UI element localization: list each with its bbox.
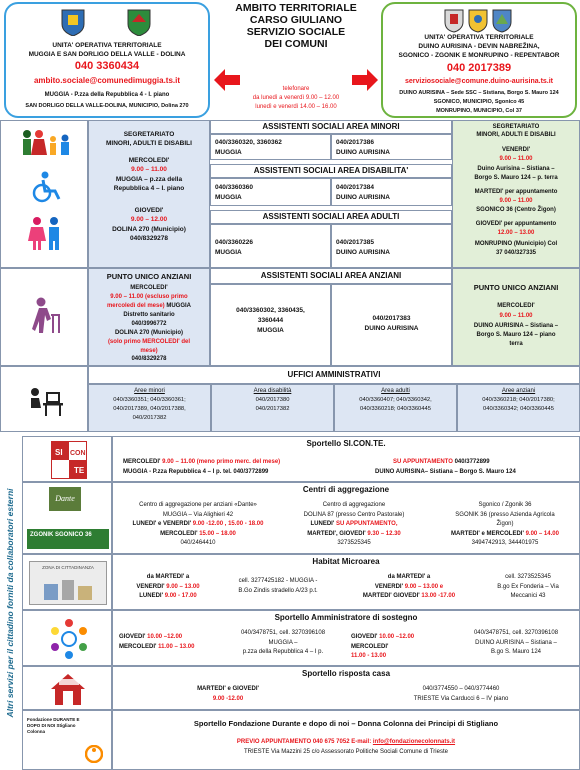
- aggr-c2-day: LUNEDI': [310, 521, 336, 527]
- aggr-c2-appt: SU APPUNTAMENTO,: [335, 521, 398, 527]
- office-worker-icon: [25, 387, 65, 417]
- amm-c1-day-2: MERCOLEDI': [119, 643, 159, 650]
- phone-hours-1: da lunedì a venerdì 9.00 – 12.00: [252, 95, 340, 101]
- aggr-c2-days: MARTEDI', GIOVEDI': [307, 530, 368, 537]
- left-seg-title: SEGRETARIATO: [123, 131, 175, 138]
- side-label: Altri servizi per il cittadino forniti da collaboratori esterni: [5, 488, 15, 718]
- adults-left-place: MUGGIA: [215, 249, 242, 256]
- sicon-left-hours: 9.00 – 11.00 (meno primo merc. del mese): [162, 459, 281, 465]
- admin-minori-tel-1[interactable]: 040/3360351; 040/3360361;: [113, 397, 186, 403]
- left-office-card: [4, 2, 210, 118]
- left-pua-place-1: MUGGIA: [166, 303, 192, 309]
- zgonik-logo-text: ZGONIK SGONICO 36: [30, 532, 92, 538]
- habitat-c4-place-2: Meccanici 43: [510, 593, 546, 599]
- amm-c3-hours-2: 11.00 - 13.00: [351, 653, 387, 659]
- left-phone[interactable]: 040 3360434: [74, 60, 140, 72]
- aggr-c1-hours: 9.00 -12.00 , 15.00 - 18.00: [192, 521, 264, 527]
- admin-adults-tel-1[interactable]: 040/3360407; 040/3360342,: [359, 397, 432, 403]
- left-day-1: MERCOLEDI': [128, 157, 170, 164]
- elderly-left-place: MUGGIA: [257, 327, 284, 334]
- habitat-c2-tel[interactable]: cell. 3277425182 - MUGGIA -: [238, 578, 318, 584]
- amm-c1-hours-2: 11.00 – 13.00: [158, 643, 195, 650]
- right-address-1: DUINO AURISINA – Sede SSC – Sistiana, Borgo S. Mauro 124: [399, 90, 559, 96]
- admin-elderly-tel-2[interactable]: 040/3360342; 040/3360445: [483, 406, 554, 412]
- casa-place: TRIESTE Via Carducci 6 – IV piano: [413, 695, 509, 702]
- left-place-2: DOLINA 270 (Municipio): [112, 226, 186, 233]
- svg-text:SI: SI: [55, 448, 63, 457]
- section-disability-left: [210, 178, 331, 206]
- aggr-col-2: [279, 501, 429, 549]
- right-hours-1: 9.00 – 11.00: [499, 156, 533, 162]
- amm-c3-hours: 10.00 –12.00: [379, 634, 415, 640]
- aggr-c2-hours: 9.30 – 12.30: [367, 530, 401, 537]
- habitat-logo: [29, 561, 107, 605]
- admin-disability-tel-1[interactable]: 040/2017380: [255, 397, 290, 403]
- right-address-3: MONRUPINO, MUNICIPIO, Col 37: [436, 108, 522, 114]
- aggr-c3-place-2: Žigon): [496, 521, 514, 527]
- habitat-c1-day: VENERDI': [136, 583, 167, 590]
- fond-title: Sportello Fondazione Durante e dopo di noi – Donna Colonna dei Principi di Stigliano: [193, 719, 499, 728]
- right-day-2: MARTEDI' per appuntamento: [474, 189, 558, 195]
- amm-title: Sportello Amministratore di sostegno: [274, 613, 418, 622]
- elderly-walker-icon: [25, 297, 63, 335]
- sicon-title: Sportello SI.CON.TE.: [306, 439, 386, 448]
- habitat-c3-day-2: MARTEDI' GIOVEDI': [362, 593, 422, 599]
- duino-coat-of-arms-icon: [443, 8, 465, 34]
- left-pua-hours-2: (solo primo MERCOLEDI' del: [107, 339, 191, 345]
- icon-cell-office: [0, 366, 88, 432]
- wheelchair-icon: [29, 171, 63, 203]
- aggr-logo-cell: [22, 482, 112, 554]
- aggr-c3-place: SGONIK 36 (presso Azienda Agricola: [455, 511, 555, 518]
- habitat-logo-text: ZONA DI CITTADINANZA: [42, 565, 94, 570]
- amm-c4-tel[interactable]: 040/3478751, cell. 3270396108: [473, 630, 559, 636]
- left-pua-hours-1: 9.00 – 11.00 (escluso primo: [110, 294, 188, 300]
- amm-col-1: [119, 633, 194, 652]
- casa-logo-cell: [22, 666, 112, 710]
- fond-logo-text: Fondazione DURANTE E DOPO DI NOI Stigliano Colonna: [27, 717, 80, 734]
- casa-hours: 9.00 -12.00: [212, 695, 244, 702]
- habitat-row: [112, 554, 580, 610]
- left-area-label: MUGGIA E SAN DORLIGO DELLA VALLE - DOLINA: [28, 51, 186, 58]
- minori-left-place: MUGGIA: [215, 149, 242, 156]
- amm-c4-place: DUINO AURISINA – Sistiana –: [475, 639, 557, 646]
- muggia-coat-of-arms-icon: [60, 8, 86, 36]
- casa-days: MARTEDI' e GIOVEDI': [197, 686, 259, 692]
- aggr-c3-name: Sgonico / Zgonik 36: [478, 502, 532, 508]
- habitat-c1-days: da MARTEDI' a: [146, 574, 190, 580]
- right-place-1b: Borgo S. Mauro 124 – p. terra: [474, 175, 558, 181]
- fond-place: TRIESTE Via Mazzini 25 c/o Assessorato Politiche Sociali Comune di Trieste: [244, 749, 448, 755]
- adults-icon: [27, 217, 63, 251]
- aggr-c1-place: MUGGIA – Via Alighieri 42: [162, 511, 234, 518]
- sicon-logo: [51, 441, 87, 479]
- right-place-1: Duino Aurisina – Sistiana –: [477, 166, 555, 172]
- sicon-left-day: MERCOLEDI': [123, 459, 163, 465]
- svg-text:CON: CON: [70, 450, 86, 457]
- habitat-c4-tel[interactable]: cell. 3273525345: [505, 574, 551, 580]
- admin-minori-head: Aree minori: [134, 388, 165, 394]
- left-address-1: MUGGIA - P.zza della Repubblica 4 - I. piano: [44, 92, 170, 98]
- right-pua-place: DUINO AURISINA – Sistiana –: [473, 323, 559, 329]
- amm-logo-cell: [22, 610, 112, 666]
- left-email-link[interactable]: ambito.sociale@comunedimuggia.ts.it: [33, 76, 181, 85]
- zgonik-logo: [27, 529, 109, 549]
- right-hours-3: 12.00 – 13.00: [497, 230, 535, 236]
- section-disability-right: [331, 178, 452, 206]
- adults-left-tel[interactable]: 040/3360226: [215, 239, 253, 246]
- page-title: AMBITO TERRITORIALE CARSO GIULIANO SERVIZIO SOCIALE DEI COMUNI: [235, 2, 357, 50]
- left-pua-tel-2[interactable]: 040/8329278: [131, 356, 167, 362]
- left-hours-1: 9.00 – 11.00: [131, 166, 167, 173]
- right-pua-day: MERCOLEDI': [497, 303, 535, 309]
- right-area-label-1: DUINO AURISINA - DEVIN NABREŽINA,: [418, 43, 540, 50]
- admin-adults-tel-2[interactable]: 040/3360218; 040/3360445: [360, 406, 431, 412]
- right-day-3: GIOVEDI' per appuntamento: [475, 221, 557, 227]
- amm-c2-tel[interactable]: 040/3478751, cell. 3270396108: [240, 630, 326, 636]
- section-adults-right: [331, 224, 452, 268]
- amm-row: [112, 610, 580, 666]
- right-pua-place-3: terra: [509, 341, 523, 347]
- admin-offices-title: UFFICI AMMINISTRATIVI: [88, 366, 580, 384]
- dante-logo: Dante: [49, 487, 81, 511]
- casa-row: [112, 666, 580, 710]
- admin-adults-head: Area adulti: [381, 388, 410, 394]
- aggr-title: Centri di aggregazione: [302, 485, 390, 494]
- casa-title: Sportello risposta casa: [301, 669, 391, 678]
- elderly-right-tel[interactable]: 040/2017383: [372, 315, 411, 322]
- admin-elderly-head: Aree anziani: [501, 388, 536, 394]
- fond-logo-cell: [22, 710, 112, 770]
- section-elderly-left: [210, 284, 331, 366]
- right-place-3: MONRUPINO (Municipio) Col: [474, 241, 558, 247]
- monrupino-coat-of-arms-icon: [491, 8, 513, 34]
- aggr-c3-hours: 9.00 – 14.00: [525, 530, 559, 537]
- sicon-row: [112, 436, 580, 482]
- aggr-c1-day-2: MERCOLEDI': [160, 530, 200, 537]
- right-seg-sub: MINORI, ADULTI E DISABILI: [476, 132, 556, 138]
- amm-c1-day: GIOVEDI': [119, 634, 148, 640]
- aggr-c1-name: Centro di aggregazione per anziani «Dante»: [139, 502, 257, 508]
- left-pua-place-1b: Distretto sanitario: [123, 312, 175, 318]
- disability-left-tel[interactable]: 040/3360360: [215, 184, 253, 191]
- adults-right-place: DUINO AURISINA: [336, 249, 390, 256]
- aggr-col-3: [431, 501, 579, 549]
- house-logo-icon: [49, 671, 87, 707]
- aggr-c2-name: Centro di aggregazione: [322, 502, 386, 508]
- habitat-c1-hours: 9.00 – 13.00: [166, 583, 200, 590]
- left-pua-day: MERCOLEDI': [130, 285, 168, 291]
- minori-left-tel[interactable]: 040/3360320, 3360362: [215, 139, 282, 146]
- left-pua-title: PUNTO UNICO ANZIANI: [106, 272, 192, 281]
- left-pua-hours-1b: mercoledì del mese): [106, 303, 165, 309]
- left-address-2: SAN DORLIGO DELLA VALLE-DOLINA, MUNICIPIO, Dolina 270: [25, 103, 189, 109]
- right-office-card: [381, 2, 577, 118]
- admin-col-disability: [211, 384, 334, 432]
- phone-label: telefonare: [282, 86, 310, 92]
- sicon-right-place: DUINO AURISINA– Sistiana – Borgo S. Mauro 124: [375, 469, 516, 475]
- habitat-c3-hours: 9.00 – 13.00 e: [404, 583, 444, 590]
- amm-c2-place-2: p.zza della Repubblica 4 – I p.: [242, 649, 324, 655]
- amm-col-2: [221, 629, 345, 658]
- disability-left-place: MUGGIA: [215, 194, 242, 201]
- habitat-c1-hours-2: 9.00 - 17.00: [164, 593, 197, 599]
- section-minori-left: [210, 134, 331, 160]
- amm-col-4: [453, 629, 579, 658]
- minori-right-place: DUINO AURISINA: [336, 149, 390, 156]
- admin-minori-tel-3[interactable]: 040/2017382: [132, 415, 167, 421]
- aggr-c1-days: LUNEDI' e VENERDI': [132, 521, 193, 527]
- sicon-right-appt: SU APPUNTAMENTO: [393, 459, 453, 465]
- habitat-col-4: [477, 573, 579, 602]
- habitat-c3-day: VENERDI': [374, 583, 405, 590]
- fond-tel[interactable]: 040 675 7052 E-mail:: [311, 739, 373, 745]
- admin-minori-tel-2[interactable]: 040/2017389, 040/2017388,: [113, 406, 186, 412]
- admin-elderly-tel-1[interactable]: 040/3360218; 040/2017380;: [482, 397, 555, 403]
- casa-col-1: [113, 685, 343, 704]
- habitat-c4-place: B.go Ex Fonderia – Via: [497, 583, 559, 590]
- section-adults-left: [210, 224, 331, 268]
- svg-text:TE: TE: [74, 466, 85, 475]
- admin-col-adults: [334, 384, 457, 432]
- aggr-c1-tel[interactable]: 040/2464410: [180, 540, 216, 546]
- aggr-c3-tel[interactable]: 3494742913, 344401975: [471, 540, 539, 546]
- amm-c3-day: GIOVEDI': [351, 634, 380, 640]
- left-pua-place-2: DOLINA 270 (Municipio): [114, 330, 184, 336]
- side-label-band: [0, 436, 20, 770]
- assistants-block: [210, 120, 452, 268]
- fond-appt: PREVIO APPUNTAMENTO: [236, 739, 312, 745]
- aggr-row: [112, 482, 580, 554]
- right-seg-title: SEGRETARIATO: [492, 124, 540, 130]
- right-pua-title: PUNTO UNICO ANZIANI: [473, 283, 559, 292]
- habitat-c2-place: B.Go Zindis stradello A/23 p.t.: [238, 587, 318, 594]
- admin-col-elderly: [457, 384, 580, 432]
- habitat-col-2: [219, 577, 337, 596]
- left-tel-2: 040/8329278: [130, 235, 168, 242]
- family-icon: [19, 129, 75, 157]
- disability-right-tel[interactable]: 040/2017384: [336, 184, 374, 191]
- sgonico-coat-of-arms-icon: [467, 8, 489, 34]
- right-day-1: VENERDI': [501, 147, 531, 153]
- elderly-left-tel[interactable]: 040/3360302, 3360435,: [236, 307, 305, 314]
- aggr-c2-place: DOLINA 87 (presso Centro Pastorale): [303, 511, 405, 518]
- disability-right-place: DUINO AURISINA: [336, 194, 390, 201]
- habitat-col-3: [341, 573, 477, 602]
- sicon-logo-cell: [22, 436, 112, 482]
- icon-cell-elderly: [0, 268, 88, 366]
- elderly-left-tel-2[interactable]: 3360444: [257, 317, 284, 324]
- icon-cell-family: [0, 120, 88, 268]
- left-place-1b: Repubblica 4 – I. piano: [113, 185, 185, 192]
- admin-disability-head: Area disabilità: [253, 388, 292, 394]
- right-hours-2: 9.00 – 11.00: [499, 198, 533, 204]
- fond-row: [112, 710, 580, 770]
- left-secretariat-cell: [88, 120, 210, 268]
- section-minori-right: [331, 134, 452, 160]
- section-disability-title: ASSISTENTI SOCIALI AREA DISABILITA': [210, 164, 452, 178]
- dolina-coat-of-arms-icon: [126, 8, 152, 36]
- admin-disability-tel-2[interactable]: 040/2017382: [255, 406, 290, 412]
- section-elderly-title: ASSISTENTI SOCIALI AREA ANZIANI: [210, 268, 452, 284]
- phone-hours-2: lunedì e venerdì 14.00 – 16.00: [255, 104, 337, 110]
- casa-col-2: [343, 685, 579, 704]
- habitat-logo-cell: [22, 554, 112, 610]
- right-phone[interactable]: 040 2017389: [446, 62, 512, 74]
- right-pua-hours: 9.00 – 11.00: [499, 313, 533, 319]
- admin-col-minori: [88, 384, 211, 432]
- left-pua-hours-2b: mese): [140, 348, 158, 354]
- sicon-right-tel[interactable]: 040/3772899: [452, 459, 490, 465]
- left-unit-label: UNITA' OPERATIVA TERRITORIALE: [52, 42, 162, 49]
- right-address-2: SGONICO, MUNICIPIO, Sgonico 45: [433, 99, 525, 105]
- support-circle-logo: [47, 617, 91, 661]
- left-day-2: GIOVEDI': [134, 207, 164, 214]
- habitat-c3-hours-2: 13.00 -17.00: [421, 593, 456, 599]
- amm-c2-place: MUGGIA –: [268, 639, 298, 646]
- left-place-1: MUGGIA – p.zza della: [115, 176, 183, 183]
- left-pua-cell: [88, 268, 210, 366]
- casa-tel[interactable]: 040/3774550 – 040/3774460: [422, 686, 500, 692]
- section-elderly-right: [331, 284, 452, 366]
- aggr-c1-hours-2: 15.00 – 18.00: [199, 530, 236, 537]
- left-seg-sub: MINORI, ADULTI E DISABILI: [106, 140, 192, 147]
- sicon-left-place: MUGGIA - P.zza Repubblica 4 – I p. tel. 040/3772899: [123, 469, 269, 475]
- right-secretariat-cell: [452, 120, 580, 268]
- aggr-col-1: [113, 501, 283, 549]
- elderly-right-place: DUINO AURISINA: [364, 325, 419, 332]
- right-unit-label: UNITA' OPERATIVA TERRITORIALE: [424, 34, 534, 41]
- amm-c3-day-2: MERCOLEDI': [351, 643, 389, 650]
- left-pua-tel-1[interactable]: 040/3996772: [131, 321, 167, 327]
- amm-c4-place-2: B.go S. Mauro 124: [490, 649, 542, 655]
- habitat-c3-days: da MARTEDI' a: [387, 574, 431, 580]
- amm-c1-hours: 10.00 –12.00: [147, 634, 183, 640]
- aggr-c2-tel[interactable]: 3273525345: [337, 540, 371, 546]
- anziani-block: [210, 268, 452, 366]
- left-hours-2: 9.00 – 12.00: [130, 216, 168, 223]
- adults-right-tel[interactable]: 040/2017385: [336, 239, 374, 246]
- habitat-title: Habitat Microarea: [312, 557, 380, 566]
- right-pua-place-2: Borgo S. Mauro 124 – piano: [476, 332, 556, 338]
- section-adults-title: ASSISTENTI SOCIALI AREA ADULTI: [210, 210, 452, 224]
- right-email-link[interactable]: serviziosociale@comune.duino-aurisina.ts.it: [404, 78, 554, 85]
- fond-email-link[interactable]: info@fondazionecolonnats.it: [372, 739, 456, 745]
- habitat-c1-day-2: LUNEDI': [139, 593, 165, 599]
- habitat-col-1: [113, 573, 223, 602]
- fond-logo-icon: [85, 745, 103, 763]
- right-area-label-2: SGONICO - ZGONIK E MONRUPINO - REPENTABOR: [398, 52, 560, 59]
- section-minori-title: ASSISTENTI SOCIALI AREA MINORI: [210, 120, 452, 134]
- right-place-2: SGONICO 36 (Centro Žigon): [476, 207, 556, 213]
- minori-right-tel[interactable]: 040/2017386: [336, 139, 374, 146]
- right-tel-3: 37 040/327335: [495, 250, 537, 256]
- aggr-c3-days: MARTEDI' e MERCOLEDI': [451, 530, 526, 537]
- amm-col-3: [351, 633, 414, 662]
- right-pua-cell: [452, 268, 580, 366]
